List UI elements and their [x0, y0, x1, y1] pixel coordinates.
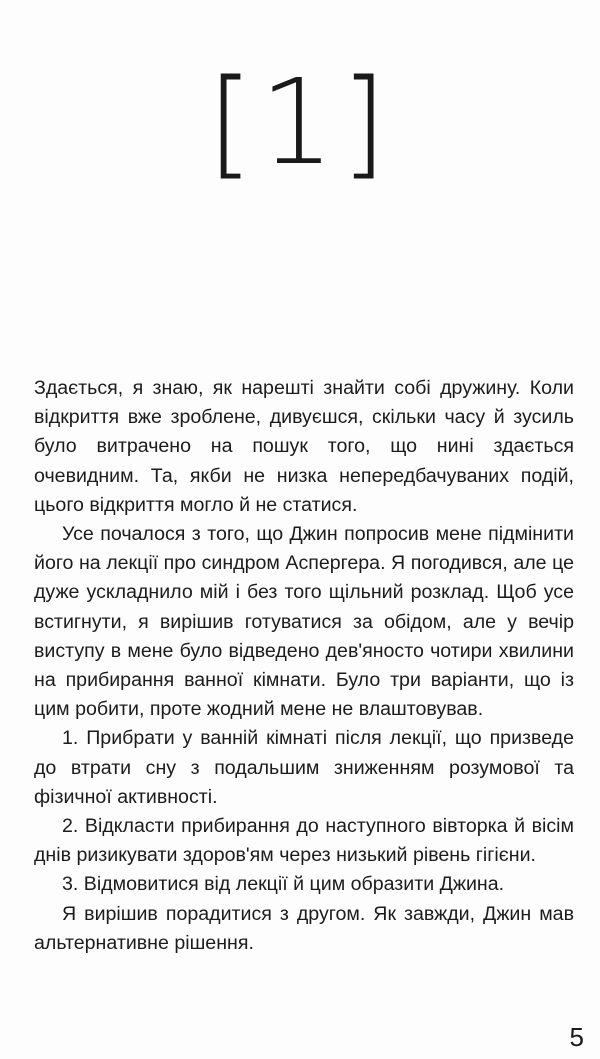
paragraph-lecture: Усе почалося з того, що Джин попросив мене підмінити його на лекції про синдром Аспергера. Я погодився, але це дуже ускладнило мій і без того щільний розклад. Щоб усе встигнути, я вирішив готуватися за обідом, але у вечір виступу в мене було відведено дев'яносто чотири хвилини на прибирання ванної кімнати. Було три варіанти, що із цим робити, проте жодний мене не влаштовував. — [34, 523, 574, 721]
list-item-option-3: 3. Відмовитися від лекції й цим образити Джина. — [62, 873, 505, 896]
list-item-option-1: 1. Прибрати у ванній кімнаті після лекції, що призведе до втрати сну з подальшим зниженням розумової та фізичної активності. — [34, 727, 574, 808]
paragraph-decision: Я вирішив порадитися з другом. Як завжди, Джин мав альтернативне рішення. — [34, 902, 574, 954]
list-item-option-2: 2. Відкласти прибирання до наступного вівторка й вісім днів ризикувати здоров'ям через низький рівень гігієни. — [34, 815, 574, 867]
chapter-body — [34, 374, 574, 958]
chapter-number: [1] — [207, 53, 393, 191]
page-number: 5 — [569, 1022, 584, 1052]
paragraph-intro: Здається, я знаю, як нарешті знайти собі дружину. Коли відкриття вже зроблене, дивуєшся, скільки часу й зусиль було витрачено на пошук того, що нині здається очевидним. Та, якби не низка непередбачуваних подій, цього відкриття могло й не статися. — [34, 377, 574, 516]
